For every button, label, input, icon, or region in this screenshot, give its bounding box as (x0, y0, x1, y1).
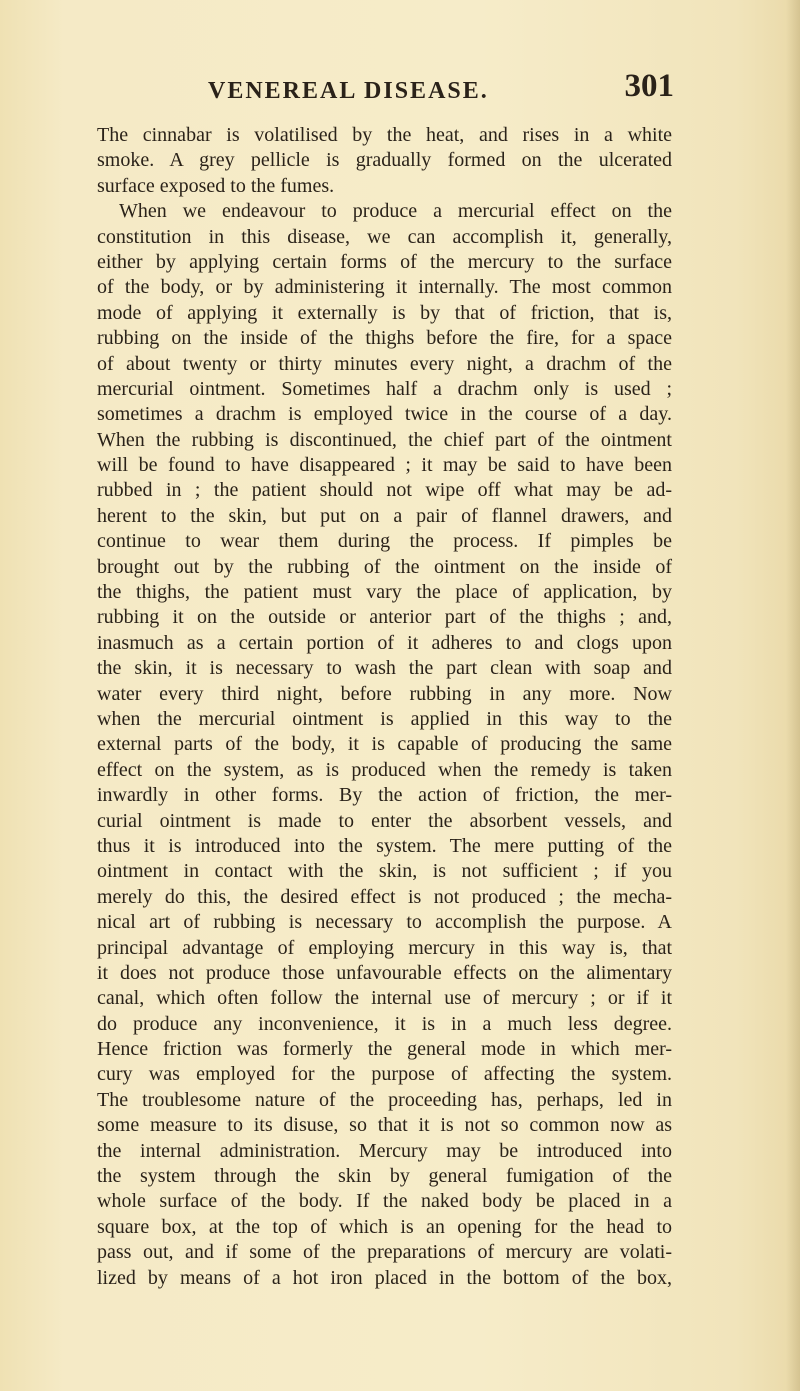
text-line: surface exposed to the fumes. (97, 174, 335, 197)
text-line: the skin, it is necessary to wash the part clean with soap and (97, 657, 672, 680)
text-line: continue to wear them during the process. If pimples be (97, 530, 672, 553)
text-line: either by applying certain forms of the mercury to the surface (97, 250, 672, 273)
page-header (120, 62, 680, 112)
text-line: rubbing it on the outside or anterior part of the thighs ; and, (97, 606, 672, 629)
text-line: curial ointment is made to enter the absorbent vessels, and (97, 809, 672, 832)
text-line: rubbing on the inside of the thighs before the fire, for a space (97, 327, 672, 350)
text-line: mode of applying it externally is by that of friction, that is, (97, 301, 672, 324)
text-line: mercurial ointment. Sometimes half a drachm only is used ; (97, 377, 672, 400)
text-line: some measure to its disuse, so that it is not so common now as (97, 1114, 672, 1137)
text-line: the internal administration. Mercury may be introduced into (97, 1139, 672, 1162)
running-head: VENEREAL DISEASE. (208, 78, 489, 104)
text-line: ointment in contact with the skin, is not sufficient ; if you (97, 860, 672, 883)
text-line: pass out, and if some of the preparations of mercury are volati- (97, 1241, 672, 1264)
text-line: constitution in this disease, we can accomplish it, generally, (97, 225, 672, 248)
text-line: the system through the skin by general fumigation of the (97, 1165, 672, 1188)
text-line: whole surface of the body. If the naked body be placed in a (97, 1190, 672, 1213)
text-line: herent to the skin, but put on a pair of flannel drawers, and (97, 504, 672, 527)
text-line: do produce any inconvenience, it is in a much less degree. (97, 1012, 672, 1035)
text-line: of about twenty or thirty minutes every night, a drachm of the (97, 352, 672, 375)
text-line: cury was employed for the purpose of affecting the system. (97, 1063, 672, 1086)
text-line: The troublesome nature of the proceeding has, perhaps, led in (97, 1088, 672, 1111)
text-line: Hence friction was formerly the general mode in which mer- (97, 1038, 672, 1061)
text-line: square box, at the top of which is an opening for the head to (97, 1215, 672, 1238)
text-line: of the body, or by administering it internally. The most common (97, 276, 672, 299)
text-line: will be found to have disappeared ; it may be said to have been (97, 454, 672, 477)
text-line: external parts of the body, it is capable of producing the same (97, 733, 672, 756)
body-text (97, 123, 672, 1291)
text-line: canal, which often follow the internal use of mercury ; or if it (97, 987, 672, 1010)
text-line: merely do this, the desired effect is not produced ; the mecha- (97, 885, 672, 908)
text-line: smoke. A grey pellicle is gradually formed on the ulcerated (97, 149, 672, 172)
text-line: When we endeavour to produce a mercurial effect on the (119, 200, 672, 223)
text-line: when the mercurial ointment is applied in this way to the (97, 707, 672, 730)
text-line: brought out by the rubbing of the ointment on the inside of (97, 555, 672, 578)
text-line: nical art of rubbing is necessary to accomplish the purpose. A (97, 911, 672, 934)
text-line: principal advantage of employing mercury in this way is, that (97, 936, 672, 959)
text-line: inasmuch as a certain portion of it adheres to and clogs upon (97, 631, 672, 654)
text-line: When the rubbing is discontinued, the chief part of the ointment (97, 428, 672, 451)
text-line: thus it is introduced into the system. The mere putting of the (97, 834, 672, 857)
text-line: sometimes a drachm is employed twice in the course of a day. (97, 403, 672, 426)
text-line: effect on the system, as is produced when the remedy is taken (97, 758, 672, 781)
text-line: inwardly in other forms. By the action of friction, the mer- (97, 784, 672, 807)
page-edge-shadow (786, 0, 800, 1391)
page-number: 301 (624, 68, 674, 104)
text-line: it does not produce those unfavourable effects on the alimentary (97, 961, 672, 984)
text-line: lized by means of a hot iron placed in the bottom of the box, (97, 1266, 672, 1289)
text-line: rubbed in ; the patient should not wipe off what may be ad- (97, 479, 672, 502)
text-line: The cinnabar is volatilised by the heat, and rises in a white (97, 124, 672, 146)
text-line: water every third night, before rubbing in any more. Now (97, 682, 672, 705)
text-line: the thighs, the patient must vary the place of application, by (97, 581, 672, 604)
